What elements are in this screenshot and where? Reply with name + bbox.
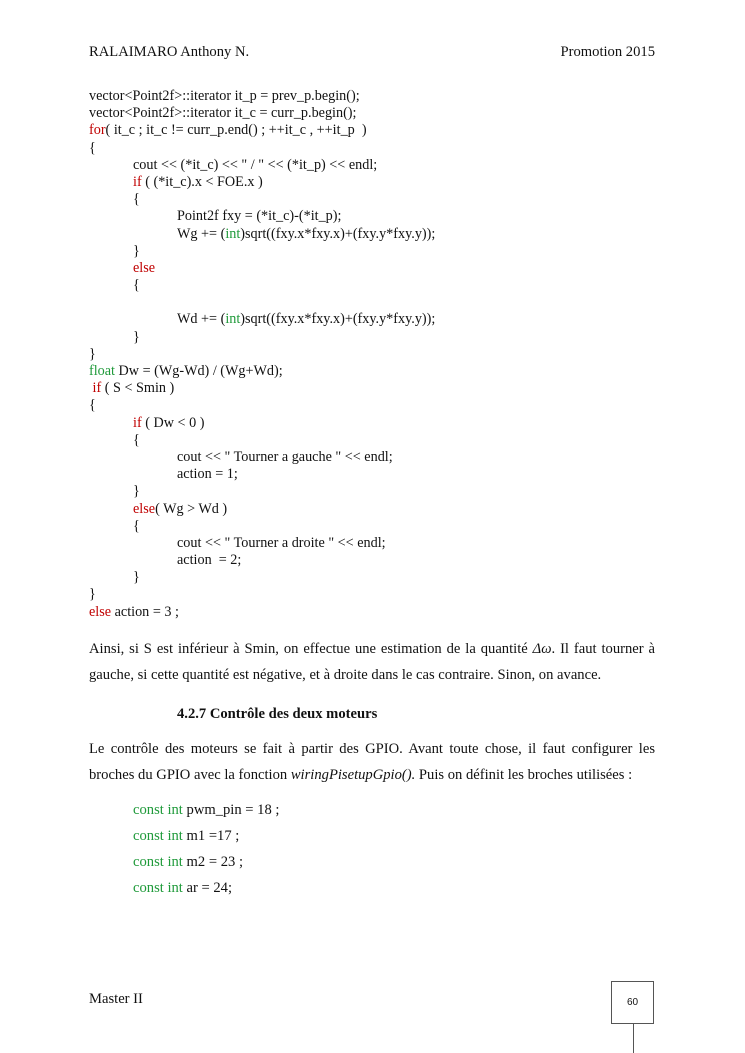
page-number-rule — [633, 1024, 634, 1053]
code-text: vector<Point2f>::iterator it_p = prev_p.begin(); — [89, 88, 360, 104]
code-text: vector<Point2f>::iterator it_c = curr_p.begin(); — [89, 105, 357, 122]
code-text: ( S < Smin ) — [101, 380, 175, 397]
code-keyword: if — [92, 380, 102, 397]
code-text: { — [89, 139, 96, 156]
code-line — [89, 397, 689, 414]
code-text: } — [133, 483, 140, 500]
code-text: cout << " Tourner a droite " << endl; — [177, 534, 386, 551]
const-decl: ar = 24; — [182, 880, 233, 896]
code-line — [89, 174, 689, 191]
code-line — [89, 535, 689, 552]
const-line — [133, 880, 232, 897]
header-author: RALAIMARO Anthony N. — [89, 44, 250, 60]
code-line — [89, 363, 689, 380]
section-heading: 4.2.7 Contrôle des deux moteurs — [177, 706, 378, 722]
code-text: cout << " Tourner a gauche " << endl; — [177, 448, 393, 465]
code-line — [89, 569, 689, 586]
code-text: ( (*it_c).x < FOE.x ) — [141, 173, 263, 190]
code-text: Wd += ( — [177, 311, 226, 328]
code-text: } — [133, 569, 140, 586]
code-text: )sqrt((fxy.x*fxy.x)+(fxy.y*fxy.y)); — [240, 311, 436, 328]
code-text: cout << (*it_c) << " / " << (*it_p) << endl; — [133, 156, 378, 173]
const-line — [133, 802, 279, 819]
code-line — [89, 483, 689, 500]
code-text: } — [133, 242, 140, 259]
code-text: Point2f fxy = (*it_c)-(*it_p); — [177, 208, 342, 225]
code-line — [89, 226, 689, 243]
code-text: action = 3 ; — [111, 603, 179, 620]
code-text: ( it_c ; it_c != curr_p.end() ; ++it_c , ++it_p ) — [105, 122, 367, 139]
code-text: { — [133, 517, 140, 534]
code-text: ( Wg > Wd ) — [155, 500, 228, 517]
code-text: } — [89, 586, 96, 603]
paragraph-gpio — [89, 736, 655, 788]
code-line — [89, 191, 689, 208]
code-text: Dw = (Wg-Wd) / (Wg+Wd); — [115, 363, 283, 379]
const-keyword: const int — [133, 828, 183, 844]
const-keyword: const int — [133, 880, 183, 896]
code-text: action = 1; — [177, 466, 238, 483]
code-line — [89, 552, 689, 569]
code-keyword: float — [89, 363, 115, 379]
code-line — [89, 466, 689, 483]
code-line — [89, 140, 689, 157]
code-line — [89, 243, 689, 260]
code-text: } — [89, 345, 96, 362]
code-line — [89, 586, 689, 603]
code-line — [89, 122, 689, 139]
code-line — [89, 294, 689, 311]
code-line — [89, 208, 689, 225]
code-keyword: else — [89, 603, 112, 620]
code-line — [89, 105, 689, 122]
const-decl: m1 =17 ; — [182, 828, 240, 844]
code-keyword: else — [133, 500, 156, 517]
code-line — [89, 501, 689, 518]
paragraph-estimation — [89, 636, 655, 688]
footer-label: Master II — [89, 991, 143, 1007]
header-promotion: Promotion 2015 — [560, 44, 655, 60]
code-line — [89, 518, 689, 535]
code-line — [89, 604, 689, 621]
code-line — [89, 277, 689, 294]
code-text: } — [133, 328, 140, 345]
code-line — [89, 329, 689, 346]
delta-omega-symbol: Δω — [532, 641, 552, 657]
code-line — [89, 88, 689, 105]
code-text: action = 2; — [177, 552, 242, 569]
code-line — [89, 346, 689, 363]
code-line — [89, 157, 689, 174]
code-text: { — [133, 277, 140, 294]
const-decl: pwm_pin = 18 ; — [182, 802, 280, 818]
page-number: 60 — [626, 997, 639, 1008]
paragraph-text: . Il faut tourner à gauche, si cette quantité est négative, et à droite dans le cas contraire. Sinon, on avance. — [89, 641, 655, 683]
paragraph-text: Puis on définit les broches utilisées : — [415, 767, 633, 783]
code-line — [89, 380, 689, 397]
code-keyword: for — [89, 122, 106, 139]
code-text: { — [89, 397, 96, 414]
const-line — [133, 828, 239, 845]
code-line — [89, 415, 689, 432]
code-text: ( Dw < 0 ) — [141, 414, 205, 431]
code-keyword: else — [133, 259, 156, 276]
code-line — [89, 311, 689, 328]
code-line — [89, 449, 689, 466]
const-keyword: const int — [133, 854, 183, 870]
code-keyword: if — [133, 414, 142, 431]
code-text: Wg += ( — [177, 225, 226, 242]
const-keyword: const int — [133, 802, 183, 818]
code-text: { — [133, 431, 140, 448]
code-line — [89, 260, 689, 277]
paragraph-text: Ainsi, si S est inférieur à Smin, on effectue une estimation de la quantité — [89, 641, 533, 657]
const-line — [133, 854, 243, 871]
code-text: { — [133, 191, 140, 208]
const-decl: m2 = 23 ; — [182, 854, 243, 870]
paragraph-text: Le contrôle des moteurs se fait à partir des GPIO. Avant toute chose, il faut configurer les broches du GPIO avec la fonction — [89, 741, 655, 783]
code-text: )sqrt((fxy.x*fxy.x)+(fxy.y*fxy.y)); — [240, 225, 436, 242]
code-keyword: int — [225, 225, 241, 242]
page-number-box — [611, 981, 654, 1024]
code-line — [89, 432, 689, 449]
code-keyword: if — [133, 173, 142, 190]
function-name: wiringPisetupGpio(). — [290, 767, 416, 783]
code-block — [89, 88, 689, 621]
code-keyword: int — [225, 311, 241, 328]
